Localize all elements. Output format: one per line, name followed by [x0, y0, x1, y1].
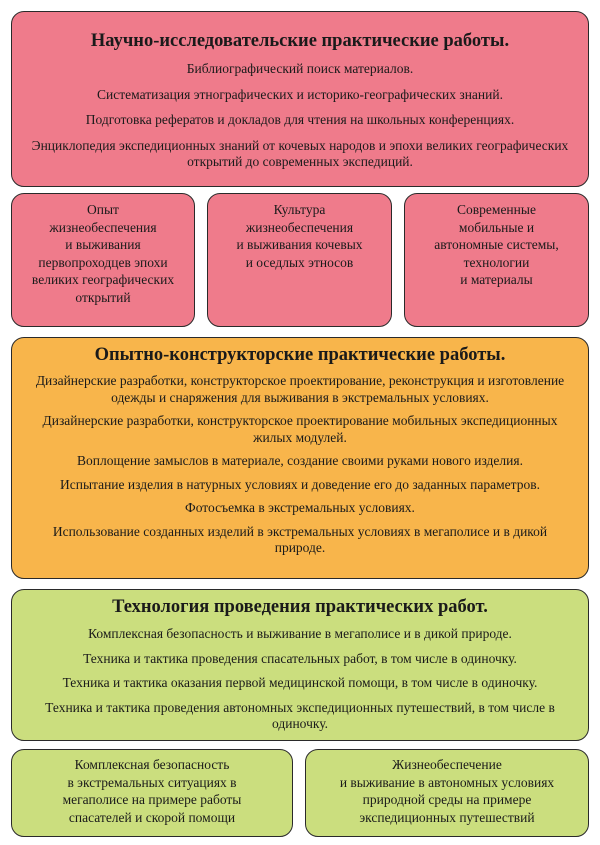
box-line: в экстремальных ситуациях в [67, 774, 237, 790]
design-item: Дизайнерские разработки, конструкторское проектирование мобильных экспедиционных жилых модулей. [42, 413, 558, 445]
box-line: и оседлых этносов [245, 254, 354, 270]
design-title: Опытно-конструкторские практические работы. [94, 345, 506, 365]
culture-nomads-box [207, 193, 392, 327]
experience-pioneers-box [11, 193, 195, 327]
research-block [11, 11, 589, 187]
design-block [11, 337, 589, 579]
urban-safety-box [11, 749, 293, 837]
box-line: Жизнеобеспечение [392, 757, 502, 772]
box-line: Культура [273, 202, 326, 217]
box-line: мобильные и [458, 219, 535, 235]
design-item: Воплощение замыслов в материале, создание своими руками нового изделия. [77, 453, 523, 468]
design-item: Фотосъемка в экстремальных условиях. [185, 500, 415, 515]
box-line: экспедиционных путешествий [359, 809, 535, 825]
box-line: жизнеобеспечения [245, 219, 354, 235]
box-line: технологии [463, 254, 530, 270]
technology-item: Техника и тактика проведения спасательных работ, в том числе в одиночку. [83, 650, 517, 666]
technology-block [11, 589, 589, 741]
box-line: автономные системы, [434, 237, 559, 252]
research-item: Подготовка рефератов и докладов для чтения на школьных конференциях. [85, 112, 515, 127]
wilderness-survival-box [305, 749, 589, 837]
research-item: Систематизация этнографических и историко-географических знаний. [97, 86, 503, 102]
box-line: открытий [75, 289, 131, 305]
box-line: мегаполисе на примере работы [62, 792, 242, 807]
technology-item: Комплексная безопасность и выживание в мегаполисе и в дикой природе. [88, 626, 512, 641]
box-line: и выживания кочевых [236, 237, 363, 252]
design-item: Дизайнерские разработки, конструкторское проектирование, реконструкция и изготовление одежды и снаряжения для выживания в экстремальных условиях. [35, 373, 565, 405]
research-title: Научно-исследовательские практические работы. [90, 31, 510, 51]
box-line: и материалы [460, 272, 533, 287]
research-item: Библиографический поиск материалов. [186, 61, 414, 76]
design-item: Испытание изделия в натурных условиях и доведение его до заданных параметров. [59, 476, 540, 492]
box-line: жизнеобеспечения [49, 219, 157, 235]
box-line: Комплексная безопасность [74, 757, 230, 772]
modern-systems-box [404, 193, 589, 327]
box-line: спасателей и скорой помощи [68, 809, 236, 825]
design-item: Использование созданных изделий в экстремальных условиях в мегаполисе и в дикой природе. [52, 523, 548, 555]
box-line: великих географических [31, 272, 175, 287]
box-line: природной среды на примере [362, 792, 532, 807]
technology-item: Техника и тактика оказания первой медицинской помощи, в том числе в одиночку. [62, 675, 538, 690]
box-line: первопроходцев эпохи [38, 254, 168, 270]
box-line: Опыт [87, 202, 119, 217]
box-line: и выживание в автономных условиях [339, 774, 555, 790]
box-line: Современные [457, 202, 536, 217]
technology-title: Технология проведения практических работ. [112, 597, 488, 617]
technology-item: Техника и тактика проведения автономных экспедиционных путешествий, в том числе в одиночку. [45, 699, 555, 731]
box-line: и выживания [65, 237, 141, 252]
research-item: Энциклопедия экспедиционных знаний от кочевых народов и эпохи великих географических открытий до современных экспедиций. [31, 137, 569, 169]
